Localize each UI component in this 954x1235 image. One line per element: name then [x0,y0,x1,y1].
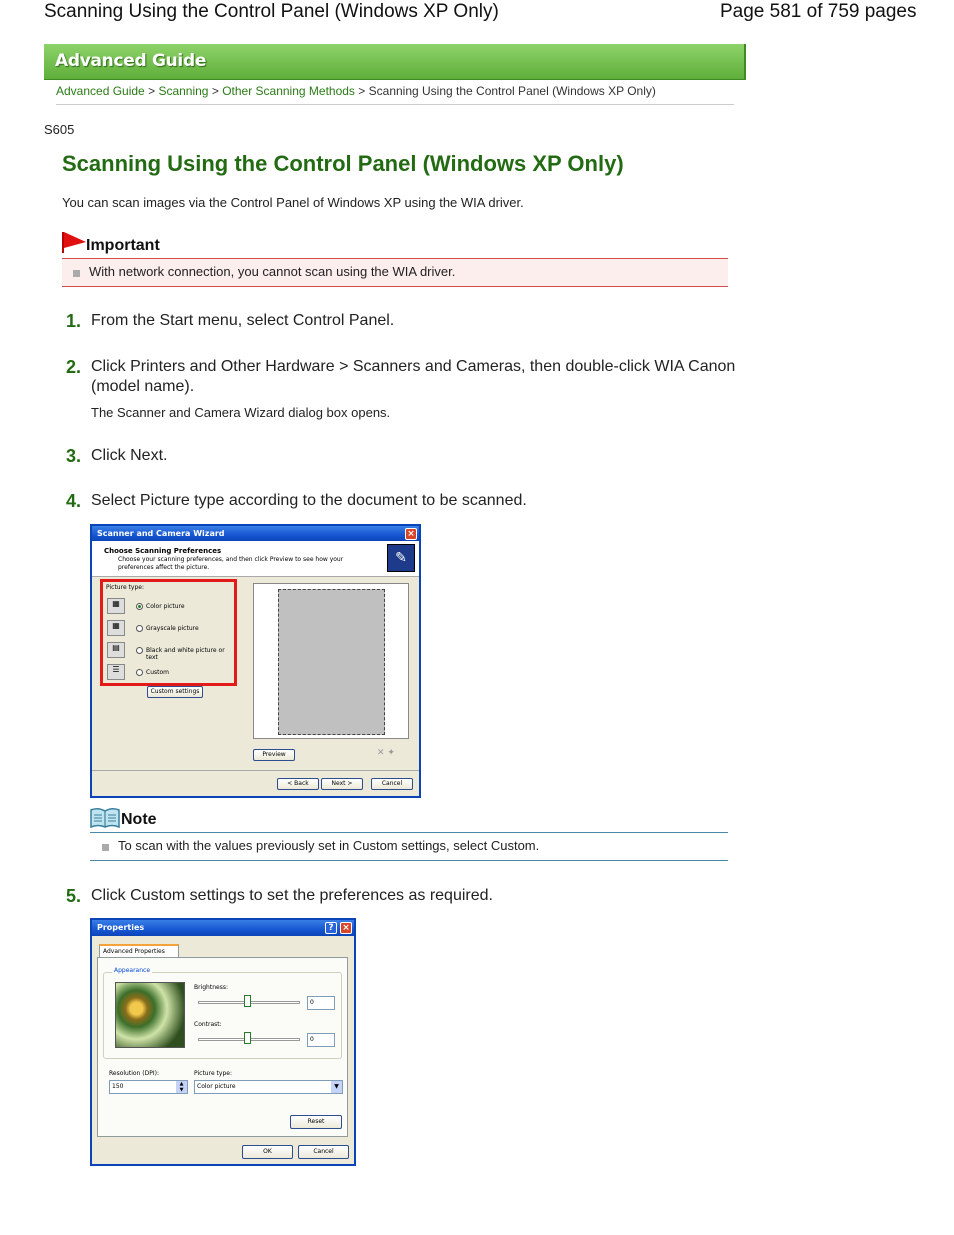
color-picture-icon: ▦ [107,598,125,614]
step-subtext: The Scanner and Camera Wizard dialog box opens. [91,405,391,420]
contrast-thumb [244,1032,251,1044]
properties-titlebar [92,920,354,936]
close-icon: × [405,528,417,540]
wizard-title: Scanner and Camera Wizard [97,529,225,538]
chevron-down-icon: ▼ [331,1081,342,1093]
help-icon: ? [325,922,337,934]
contrast-label: Contrast: [194,1021,222,1028]
properties-title: Properties [97,923,145,932]
grayscale-picture-icon: ▦ [107,620,125,636]
resolution-field: 150 [109,1080,188,1094]
custom-icon: ☰ [107,664,125,680]
note-book-icon [90,807,120,829]
brightness-field: 0 [307,996,335,1010]
brightness-thumb [244,995,251,1007]
advanced-guide-banner [44,44,746,80]
note-text: To scan with the values previously set in Custom settings, select Custom. [118,838,540,853]
color-picture-radio [136,603,143,610]
page-title: Scanning Using the Control Panel (Windows XP Only) [62,151,624,176]
tab-panel [97,957,348,1137]
bullet-icon [102,844,109,851]
black-white-radio [136,647,143,654]
breadcrumb-current: Scanning Using the Control Panel (Windows XP Only) [368,84,656,98]
cancel-button: Cancel [371,778,413,790]
note-heading: Note [121,811,157,828]
breadcrumb-divider [56,104,734,105]
wizard-desc: Choose your scanning preferences, and then click Preview to see how your preferences affect the picture. [118,556,344,571]
banner-label: Advanced Guide [55,51,207,71]
step-text: Click Printers and Other Hardware > Scanners and Cameras, then double-click WIA Canon (model name). [91,358,736,395]
breadcrumb-other-scanning-methods[interactable]: Other Scanning Methods [222,84,355,98]
back-button: < Back [277,778,319,790]
picture-type-label: Picture type: [106,584,144,591]
picture-type-highlight [100,579,237,686]
stepper-arrows-icon: ▲ ▼ [176,1081,187,1093]
properties-dialog-screenshot [90,918,356,1166]
scanner-icon: ✎ [387,544,415,572]
zoom-icons: ✕ ✦ [377,748,395,758]
intro-text: You can scan images via the Control Panel of Windows XP using the WIA driver. [62,195,524,210]
brightness-label: Brightness: [194,984,228,991]
custom-radio [136,669,143,676]
picture-type-label: Picture type: [194,1070,232,1077]
running-header-title: Scanning Using the Control Panel (Windows XP Only) [44,1,499,22]
step-text: Click Custom settings to set the preferences as required. [91,887,493,904]
step-text: From the Start menu, select Control Panel. [91,312,395,329]
breadcrumb-scanning[interactable]: Scanning [158,84,209,98]
scanner-wizard-screenshot [90,524,421,798]
wizard-heading: Choose Scanning Preferences [104,547,222,555]
bullet-icon [73,270,80,277]
preview-area [253,583,409,739]
reset-button: Reset [290,1115,342,1129]
doc-id: S605 [44,122,75,137]
advanced-properties-tab: Advanced Properties [99,944,179,958]
picture-type-select: Color picture [194,1080,343,1094]
step-number: 1. [66,311,82,331]
appearance-label: Appearance [114,967,151,974]
note-box [90,832,728,861]
page-info: Page 581 of 759 pages [720,1,917,22]
custom-settings-button: Custom settings [147,686,203,698]
option-label: Custom [146,669,169,676]
close-icon: × [340,922,352,934]
next-button: Next > [321,778,363,790]
ok-button: OK [242,1145,293,1159]
important-heading: Important [86,237,160,254]
grayscale-picture-radio [136,625,143,632]
sample-flower-image [115,982,185,1048]
preview-page [278,589,385,735]
step-number: 5. [66,886,82,906]
step-text: Select Picture type according to the document to be scanned. [91,492,527,509]
breadcrumb: Advanced Guide > Scanning > Other Scanning Methods > Scanning Using the Control Panel (Windows XP Only) [56,84,656,98]
option-label: Black and white picture or text [146,647,225,661]
contrast-field: 0 [307,1033,335,1047]
cancel-button: Cancel [298,1145,349,1159]
option-label: Grayscale picture [146,625,199,632]
option-label: Color picture [146,603,185,610]
wizard-titlebar [92,526,419,541]
red-flag-icon [62,230,88,254]
step-number: 3. [66,446,82,466]
black-white-icon: ▤ [107,642,125,658]
step-text: Click Next. [91,447,168,464]
step-number: 2. [66,357,82,377]
step-number: 4. [66,491,82,511]
important-box [62,258,728,287]
preview-button: Preview [253,749,295,761]
resolution-label: Resolution (DPI): [109,1070,159,1077]
breadcrumb-advanced-guide[interactable]: Advanced Guide [56,84,145,98]
important-text: With network connection, you cannot scan using the WIA driver. [89,264,456,279]
